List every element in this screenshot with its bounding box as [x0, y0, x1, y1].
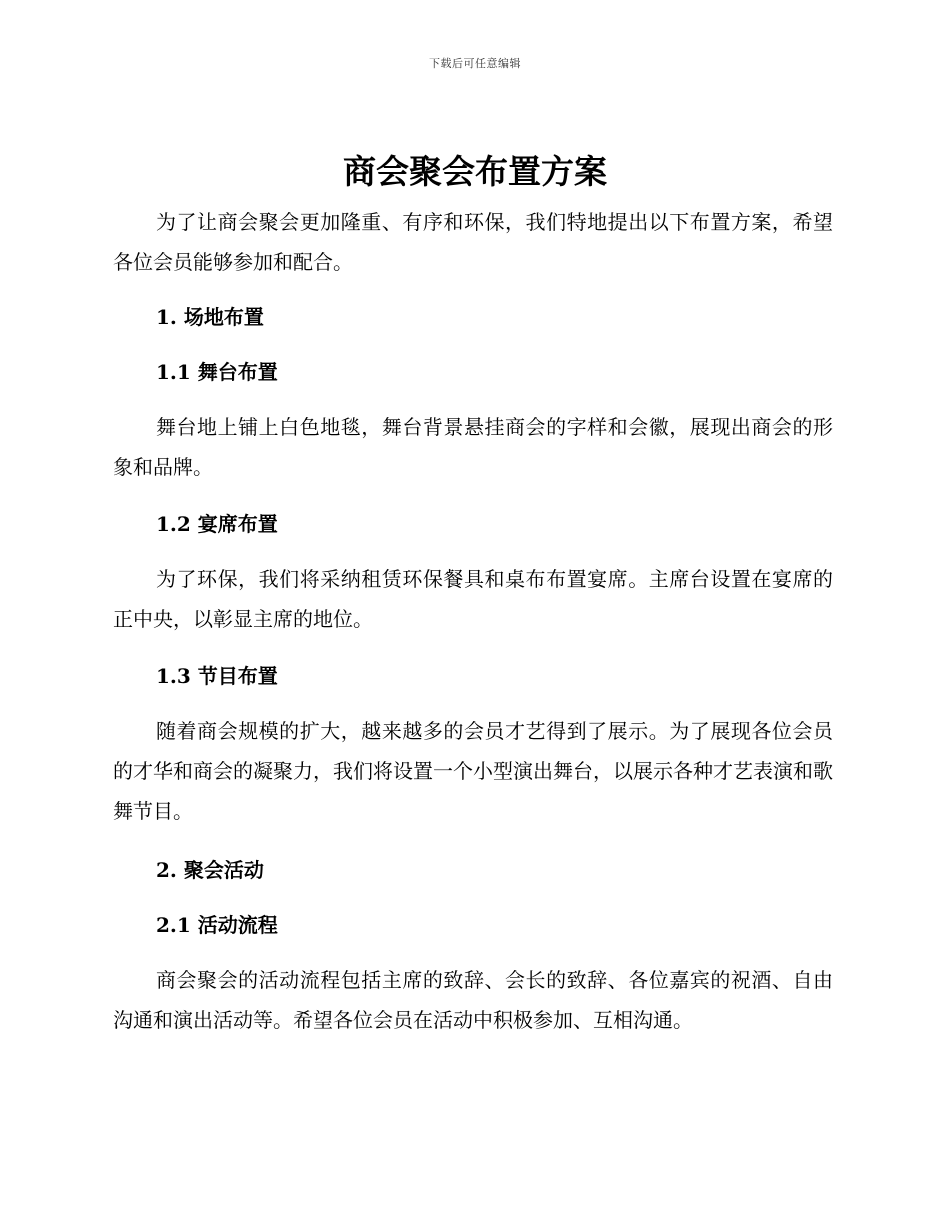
document-title: 商会聚会布置方案 — [343, 152, 607, 191]
paragraph-program-layout: 随着商会规模的扩大，越来越多的会员才艺得到了展示。为了展现各位会员的才华和商会的凝聚力，我们将设置一个小型演出舞台，以展示各种才艺表演和歌舞节目。 — [113, 719, 833, 823]
heading-program-layout: 1.3 节目布置 — [156, 664, 278, 688]
intro-paragraph: 为了让商会聚会更加隆重、有序和环保，我们特地提出以下布置方案，希望各位会员能够参加和配合。 — [113, 210, 833, 274]
paragraph-activity-flow: 商会聚会的活动流程包括主席的致辞、会长的致辞、各位嘉宾的祝酒、自由沟通和演出活动等。希望各位会员在活动中积极参加、互相沟通。 — [113, 968, 833, 1032]
heading-banquet-layout: 1.2 宴席布置 — [156, 512, 278, 536]
heading-gathering-activities: 2. 聚会活动 — [156, 858, 264, 882]
header-note: 下载后可任意编辑 — [429, 57, 521, 70]
heading-stage-layout: 1.1 舞台布置 — [156, 360, 278, 384]
heading-site-layout: 1. 场地布置 — [156, 305, 264, 329]
heading-activity-flow: 2.1 活动流程 — [156, 913, 278, 937]
paragraph-banquet-layout: 为了环保，我们将采纳租赁环保餐具和桌布布置宴席。主席台设置在宴席的正中央，以彰显主席的地位。 — [113, 567, 833, 631]
paragraph-stage-layout: 舞台地上铺上白色地毯，舞台背景悬挂商会的字样和会徽，展现出商会的形象和品牌。 — [113, 415, 833, 479]
